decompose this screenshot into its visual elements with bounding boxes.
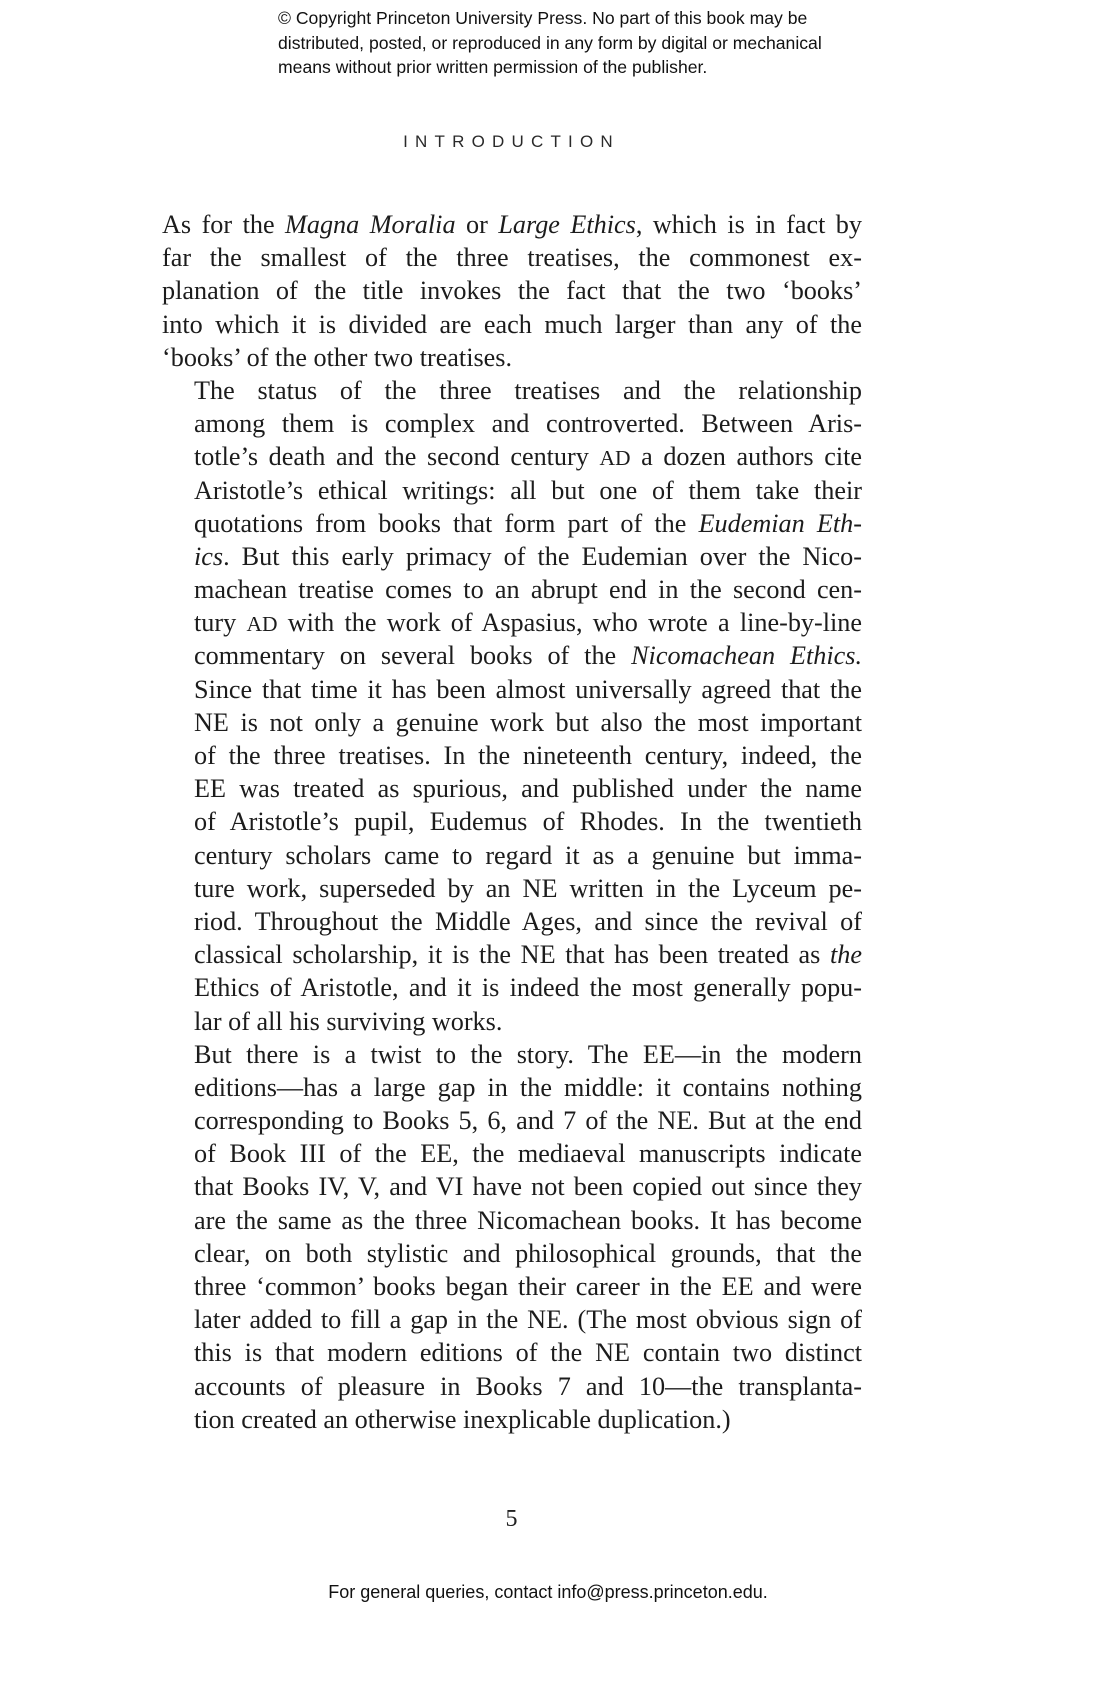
text-line: machean treatise comes to an abrupt end in the second cen- bbox=[194, 575, 862, 605]
text-run: or bbox=[455, 210, 499, 239]
text-line: riod. Throughout the Middle Ages, and since the revival of bbox=[194, 906, 862, 936]
text-line bbox=[162, 639, 862, 672]
text-line: ‘books’ of the other two treatises. bbox=[162, 342, 513, 372]
text-line: ture work, superseded by an NE written in the Lyceum pe- bbox=[194, 873, 862, 903]
emphasis: the bbox=[830, 940, 862, 970]
text-line: of Book III of the EE, the mediaeval manuscripts indicate bbox=[194, 1139, 862, 1169]
text-line: century scholars came to regard it as a genuine but imma- bbox=[194, 840, 862, 870]
text-line: later added to fill a gap in the NE. (The most obvious sign of bbox=[194, 1305, 862, 1335]
text-run: classical scholarship, it is the NE that has been treated as bbox=[194, 940, 830, 970]
book-title: Eudemian Eth- bbox=[698, 508, 862, 538]
copyright-line: © Copyright Princeton University Press. No part of this book may be bbox=[278, 8, 808, 28]
book-title: ics bbox=[194, 541, 224, 571]
text-line: this is that modern editions of the NE contain two distinct bbox=[194, 1338, 862, 1368]
text-line: But there is a twist to the story. The EE—in the modern bbox=[194, 1039, 862, 1069]
text-line: The status of the three treatises and the relationship bbox=[194, 375, 862, 405]
body-text bbox=[162, 208, 862, 1436]
text-line: that Books IV, V, and VI have not been copied out since they bbox=[194, 1172, 862, 1202]
text-line: accounts of pleasure in Books 7 and 10—the transplanta- bbox=[194, 1371, 862, 1401]
text-line: Ethics of Aristotle, and it is indeed the most generally popu- bbox=[194, 973, 862, 1003]
text-run: , which is in fact by bbox=[635, 210, 862, 239]
text-line: tion created an otherwise inexplicable duplication.) bbox=[194, 1404, 731, 1434]
text-line: of Aristotle’s pupil, Eudemus of Rhodes. In the twentieth bbox=[194, 807, 862, 837]
copyright-notice bbox=[278, 6, 898, 80]
text-line: Since that time it has been almost universally agreed that the bbox=[194, 674, 862, 704]
text-line: clear, on both stylistic and philosophical grounds, that the bbox=[194, 1238, 862, 1268]
text-run: totle’s death and the second century bbox=[194, 442, 600, 472]
text-run: . But this early primacy of the Eudemian over the Nico- bbox=[223, 541, 862, 571]
paragraph bbox=[162, 1038, 862, 1436]
text-line: into which it is divided are each much larger than any of the bbox=[162, 309, 862, 339]
era-abbrev: AD bbox=[246, 612, 278, 637]
text-line bbox=[162, 440, 862, 473]
text-line: NE is not only a genuine work but also the most important bbox=[194, 707, 862, 737]
book-title: Magna Moralia bbox=[285, 210, 456, 239]
text-run: with the work of Aspasius, who wrote a line-by-line bbox=[277, 608, 863, 638]
text-line: Aristotle’s ethical writings: all but one of them take their bbox=[194, 475, 862, 505]
contact-note: For general queries, contact info@press.princeton.edu. bbox=[328, 1582, 768, 1602]
paragraph bbox=[162, 208, 862, 374]
page-number: 5 bbox=[505, 1506, 518, 1532]
text-run: a dozen authors cite bbox=[630, 442, 862, 472]
text-line: editions—has a large gap in the middle: it contains nothing bbox=[194, 1072, 862, 1102]
text-run: quotations from books that form part of the bbox=[194, 508, 699, 538]
text-line: corresponding to Books 5, 6, and 7 of the NE. But at the end bbox=[194, 1106, 862, 1136]
text-run: tury bbox=[194, 608, 247, 638]
era-abbrev: AD bbox=[599, 446, 631, 471]
text-line: are the same as the three Nicomachean books. It has become bbox=[194, 1205, 862, 1235]
text-run: commentary on several books of the bbox=[194, 641, 632, 671]
text-run: As for the bbox=[162, 210, 286, 239]
text-line bbox=[162, 507, 862, 540]
running-head: INTRODUCTION bbox=[403, 132, 620, 151]
text-line bbox=[162, 540, 862, 573]
copyright-line: means without prior written permission of the publisher. bbox=[278, 57, 708, 77]
text-line: EE was treated as spurious, and published under the name bbox=[194, 774, 862, 804]
text-line bbox=[162, 606, 862, 639]
text-line: among them is complex and controverted. Between Aris- bbox=[194, 409, 862, 439]
text-line: three ‘common’ books began their career in the EE and were bbox=[194, 1272, 862, 1301]
copyright-line: distributed, posted, or reproduced in any form by digital or mechanical bbox=[278, 32, 822, 53]
text-line: far the smallest of the three treatises, the commonest ex- bbox=[162, 243, 862, 273]
text-line bbox=[162, 938, 862, 971]
text-line bbox=[162, 208, 862, 241]
book-title: Large Ethics bbox=[498, 210, 636, 239]
text-line: planation of the title invokes the fact that the two ‘books’ bbox=[162, 276, 862, 306]
paragraph bbox=[162, 374, 862, 1038]
text-line: lar of all his surviving works. bbox=[194, 1006, 503, 1036]
book-title: Nicomachean Ethics. bbox=[631, 641, 862, 671]
text-line: of the three treatises. In the nineteenth century, indeed, the bbox=[194, 741, 862, 770]
